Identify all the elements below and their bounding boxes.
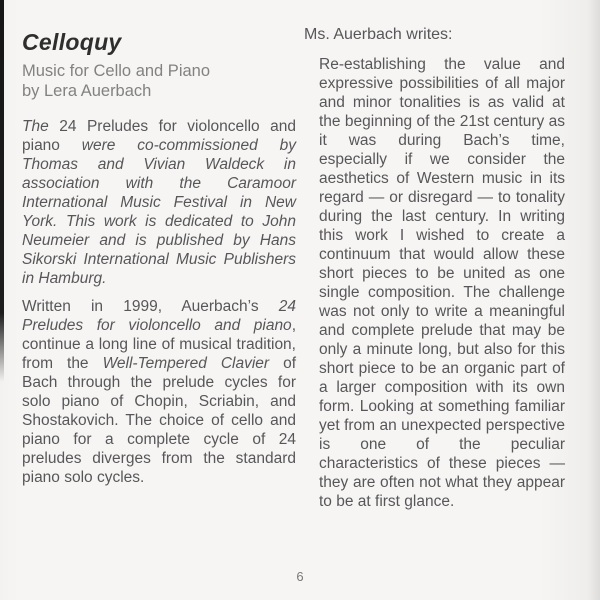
album-subtitle bbox=[22, 61, 296, 101]
subtitle-line-2: by Lera Auerbach bbox=[22, 82, 152, 100]
left-column bbox=[22, 29, 296, 496]
page-number: 6 bbox=[296, 569, 304, 584]
scan-spine-edge bbox=[0, 0, 4, 382]
composer-quote: Re-establishing the value and expressive possibilities of all major and minor tonalities is as valid at the beginning of the 21st century as it was during Bach’s time, especially if we consider the aesthetics of Western music in its regard — or disregard — to tonality during the last century. In writing this work I wished to create a continuum that would allow these short pieces to be united as one single composition. The challenge was not only to write a meaningful and complete prelude that may be only a minute long, but also for this short piece to be an organic part of a larger composition with its own form. Looking at something familiar yet from an unexpected perspective is one of the peculiar characteristics of these pieces — they are often not what they appear to be at first glance. bbox=[319, 56, 565, 510]
subtitle-line-1: Music for Cello and Piano bbox=[22, 62, 211, 80]
scan-right-shadow bbox=[588, 0, 600, 600]
album-title: Celloquy bbox=[22, 29, 122, 55]
tradition-paragraph: Written in 1999, Auerbach’s 24 Preludes for violoncello and piano, continue a long line of musical tradition, from the Well-Tempered Clavier of Bach through the prelude cycles for solo piano of Chopin, Scriabin, and Shostakovich. The choice of cello and piano for a complete cycle of 24 preludes diverges from the standard piano solo cycles. bbox=[22, 298, 296, 486]
quote-attribution: Ms. Auerbach writes: bbox=[304, 26, 453, 43]
right-column bbox=[304, 25, 565, 511]
commission-paragraph: The 24 Preludes for violoncello and piano were co-commissioned by Thomas and Vivian Waldeck in association with the Caramoor International Music Festival in New York. This work is dedicated to John Neumeier and is published by Hans Sikorski International Music Publishers in Hamburg. bbox=[22, 118, 296, 287]
